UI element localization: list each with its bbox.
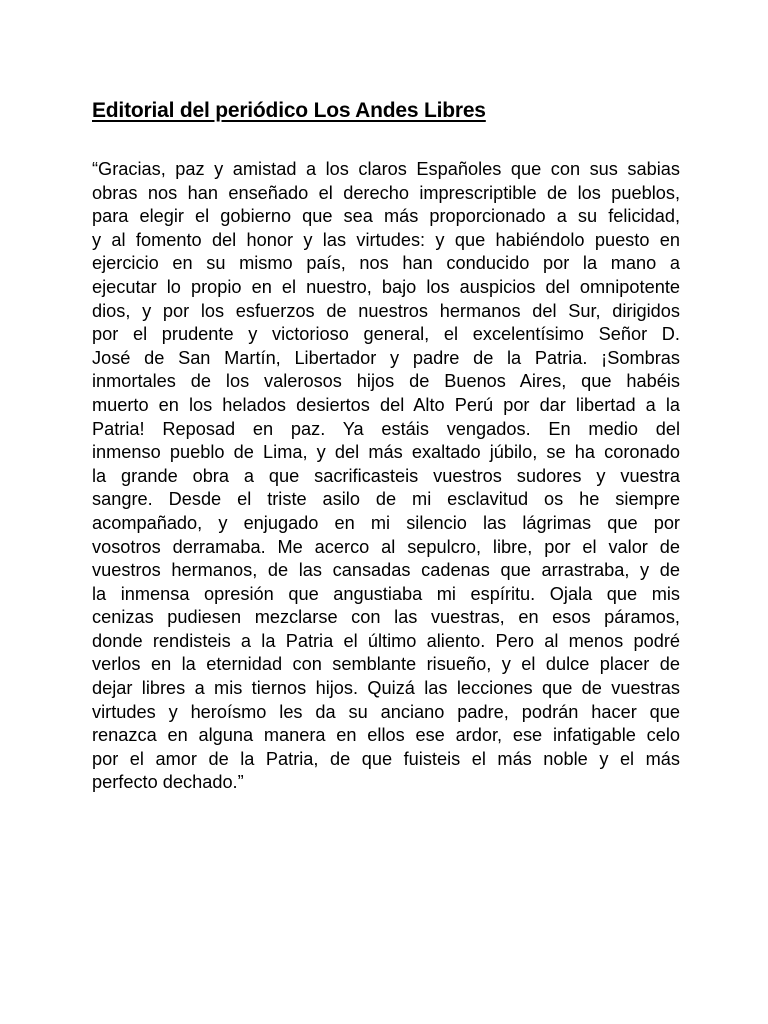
body-line: renazca en alguna manera en ellos ese ardor, ese infatigable celo (92, 725, 680, 746)
body-line: y al fomento del honor y las virtudes: y que habiéndolo puesto en (92, 229, 680, 250)
body-line: ejecutar lo propio en el nuestro, bajo los auspicios del omnipotente (92, 276, 680, 297)
body-line: Patria! Reposad en paz. Ya estáis vengados. En medio del (92, 418, 680, 439)
body-line: donde rendisteis a la Patria el último aliento. Pero al menos podré (92, 630, 680, 651)
body-line: inmenso pueblo de Lima, y del más exaltado júbilo, se ha coronado (92, 442, 680, 463)
body-line: la grande obra a que sacrificasteis vuestros sudores y vuestra (92, 465, 680, 486)
body-line: vosotros derramaba. Me acerco al sepulcro, libre, por el valor de (92, 536, 680, 557)
body-line: obras nos han enseñado el derecho imprescriptible de los pueblos, (92, 182, 680, 203)
body-line: muerto en los helados desiertos del Alto Perú por dar libertad a la (92, 394, 680, 415)
body-line: para elegir el gobierno que sea más proporcionado a su felicidad, (92, 206, 680, 227)
body-line: la inmensa opresión que angustiaba mi espíritu. Ojala que mis (92, 583, 680, 604)
body-line: acompañado, y enjugado en mi silencio las lágrimas que por (92, 512, 680, 533)
body-line: ejercicio en su mismo país, nos han conducido por la mano a (92, 253, 680, 274)
body-line: virtudes y heroísmo les da su anciano padre, podrán hacer que (92, 701, 680, 722)
body-line: dios, y por los esfuerzos de nuestros hermanos del Sur, dirigidos (92, 300, 680, 321)
document-body (92, 158, 680, 795)
body-line: verlos en la eternidad con semblante risueño, y el dulce placer de (92, 654, 680, 675)
body-line: sangre. Desde el triste asilo de mi esclavitud os he siempre (92, 489, 680, 510)
body-line: perfecto dechado.” (92, 772, 244, 793)
body-line: por el prudente y victorioso general, el excelentísimo Señor D. (92, 324, 680, 345)
body-line: vuestros hermanos, de las cansadas cadenas que arrastraba, y de (92, 560, 680, 581)
body-line: inmortales de los valerosos hijos de Buenos Aires, que habéis (92, 371, 680, 392)
body-line: por el amor de la Patria, de que fuisteis el más noble y el más (92, 748, 680, 769)
document-title: Editorial del periódico Los Andes Libres (92, 99, 486, 122)
body-line: “Gracias, paz y amistad a los claros Españoles que con sus sabias (92, 159, 680, 179)
body-line: cenizas pudiesen mezclarse con las vuestras, en esos páramos, (92, 607, 680, 628)
body-line: dejar libres a mis tiernos hijos. Quizá las lecciones que de vuestras (92, 678, 680, 699)
body-line: José de San Martín, Libertador y padre de la Patria. ¡Sombras (92, 347, 680, 368)
